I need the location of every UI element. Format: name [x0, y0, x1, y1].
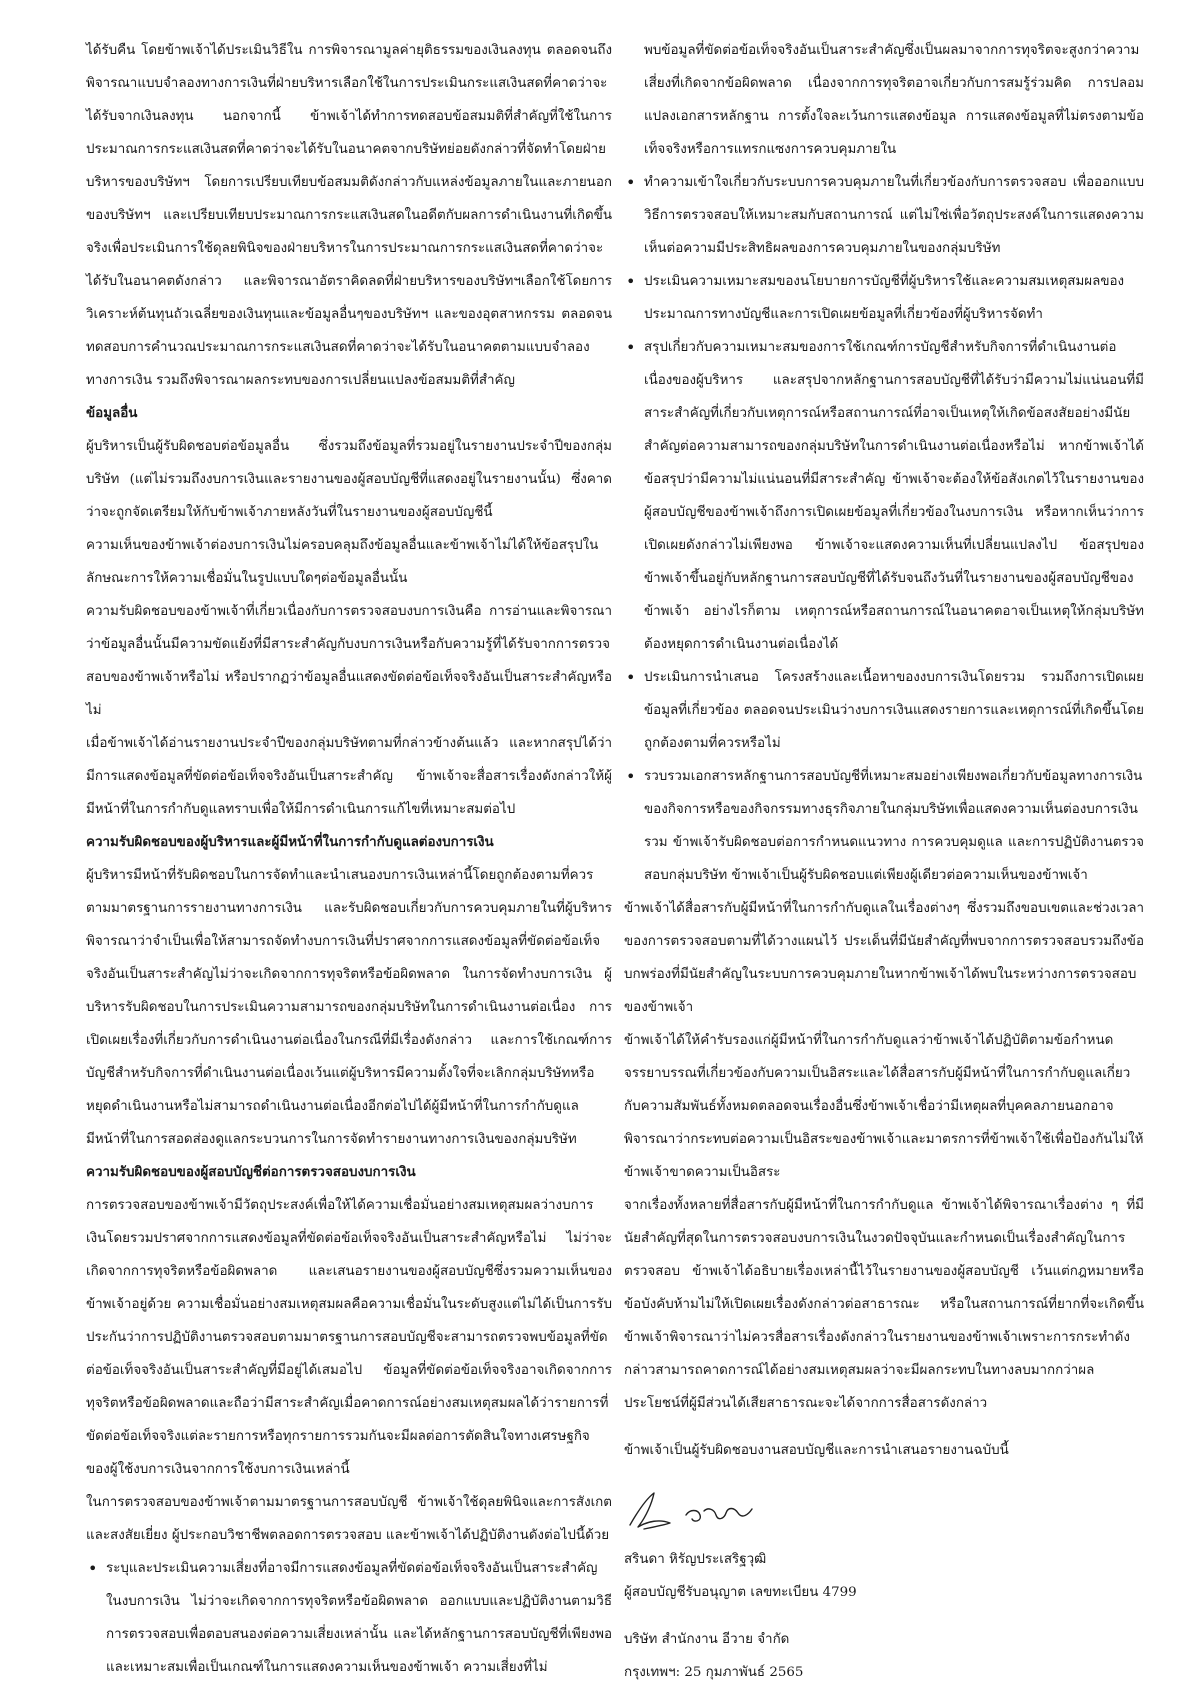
- place-date: กรุงเทพฯ: 25 กุมภาพันธ์ 2565: [624, 1665, 804, 1680]
- paragraph-audit-objective: การตรวจสอบของข้าพเจ้ามีวัตถุประสงค์เพื่อให้ได้ความเชื่อมั่นอย่างสมเหตุสมผลว่างบการเงินโดยรวมปราศจากการแสดงข้อมูลที่ขัดต่อข้อเท็จจริงอันเป็นสาระสำคัญหรือไม่ ไม่ว่าจะเกิดจากการทุจริตหรือข้อผิดพลาด และเสนอรายงานของผู้สอบบัญชีซึ่งรวมความเห็นของข้าพเจ้าอยู่ด้วย ความเชื่อมั่นอย่างสมเหตุสมผลคือความเชื่อมั่นในระดับสูงแต่ไม่ได้เป็นการรับประกันว่าการปฏิบัติงานตรวจสอบตามมาตรฐานการสอบบัญชีจะสามารถตรวจพบข้อมูลที่ขัดต่อข้อเท็จจริงอันเป็นสาระสำคัญที่มีอยู่ได้เสมอไป ข้อมูลที่ขัดต่อข้อเท็จจริงอาจเกิดจากการทุจริตหรือข้อผิดพลาดและถือว่ามีสาระสำคัญเมื่อคาดการณ์อย่างสมเหตุสมผลได้ว่ารายการที่ขัดต่อข้อเท็จจริงแต่ละรายการหรือทุกรายการรวมกันจะมีผลต่อการตัดสินใจทางเศรษฐกิจของผู้ใช้งบการเงินจากการใช้งบการเงินเหล่านี้: [86, 1198, 612, 1477]
- right-column: [624, 34, 1144, 1689]
- signature-image: [624, 1485, 774, 1537]
- procedure-list-right: [624, 166, 1144, 892]
- left-column: [86, 34, 612, 1684]
- list-item: • ประเมินความเหมาะสมของนโยบายการบัญชีที่ผู้บริหารใช้และความสมเหตุสมผลของประมาณการทางบัญชีและการเปิดเผยข้อมูลที่เกี่ยวข้องที่ผู้บริหารจัดทำ: [624, 265, 1144, 331]
- paragraph-governance-communication: ข้าพเจ้าได้สื่อสารกับผู้มีหน้าที่ในการกำกับดูแลในเรื่องต่างๆ ซึ่งรวมถึงขอบเขตและช่วงเวลาของการตรวจสอบตามที่ได้วางแผนไว้ ประเด็นที่มีนัยสำคัญที่พบจากการตรวจสอบรวมถึงข้อบกพร่องที่มีนัยสำคัญในระบบการควบคุมภายในหากข้าพเจ้าได้พบในระหว่างการตรวจสอบของข้าพเจ้า: [624, 901, 1144, 1015]
- heading-management-responsibility: ความรับผิดชอบของผู้บริหารและผู้มีหน้าที่ในการกำกับดูแลต่องบการเงิน: [86, 834, 494, 850]
- paragraph-investment-valuation: ได้รับคืน โดยข้าพเจ้าได้ประเมินวิธีใน การพิจารณามูลค่ายุติธรรมของเงินลงทุน ตลอดจนถึงพิจารณาแบบจำลองทางการเงินที่ฝ่ายบริหารเลือกใช้ในการประเมินกระแสเงินสดที่คาดว่าจะได้รับจากเงินลงทุน นอกจากนี้ ข้าพเจ้าได้ทำการทดสอบข้อสมมติที่สำคัญที่ใช้ในการประมาณการกระแสเงินสดที่คาดว่าจะได้รับในอนาคตจากบริษัทย่อยดังกล่าวที่จัดทำโดยฝ่ายบริหารของบริษัทฯ โดยการเปรียบเทียบข้อสมมติดังกล่าวกับแหล่งข้อมูลภายในและภายนอกของบริษัทฯ และเปรียบเทียบประมาณการกระแสเงินสดในอดีตกับผลการดำเนินงานที่เกิดขึ้นจริงเพื่อประเมินการใช้ดุลยพินิจของฝ่ายบริหารในการประมาณการกระแสเงินสดที่คาดว่าจะได้รับในอนาคตดังกล่าว และพิจารณาอัตราคิดลดที่ฝ่ายบริหารของบริษัทฯเลือกใช้โดยการวิเคราะห์ต้นทุนถัวเฉลี่ยของเงินทุนและข้อมูลอื่นๆของบริษัทฯ และของอุตสาหกรรม ตลอดจนทดสอบการคำนวณประมาณการกระแสเงินสดที่คาดว่าจะได้รับในอนาคตตามแบบจำลองทางการเงิน รวมถึงพิจารณาผลกระทบของการเปลี่ยนแปลงข้อสมมติที่สำคัญ: [86, 43, 612, 388]
- spacer: [624, 1420, 1144, 1434]
- list-item: • ประเมินการนำเสนอ โครงสร้างและเนื้อหาของงบการเงินโดยรวม รวมถึงการเปิดเผยข้อมูลที่เกี่ยวข้อง ตลอดจนประเมินว่างบการเงินแสดงรายการและเหตุการณ์ที่เกิดขึ้นโดยถูกต้องตามที่ควรหรือไม่: [624, 661, 1144, 760]
- heading-auditor-responsibility: ความรับผิดชอบของผู้สอบบัญชีต่อการตรวจสอบงบการเงิน: [86, 1164, 416, 1180]
- heading-other-information: ข้อมูลอื่น: [86, 405, 138, 421]
- firm-name: บริษัท สำนักงาน อีวาย จำกัด: [624, 1632, 790, 1647]
- paragraph-independence: ข้าพเจ้าได้ให้คำรับรองแก่ผู้มีหน้าที่ในการกำกับดูแลว่าข้าพเจ้าได้ปฏิบัติตามข้อกำหนดจรรยาบรรณที่เกี่ยวข้องกับความเป็นอิสระและได้สื่อสารกับผู้มีหน้าที่ในการกำกับดูแลเกี่ยวกับความสัมพันธ์ทั้งหมดตลอดจนเรื่องอื่นซึ่งข้าพเจ้าเชื่อว่ามีเหตุผลที่บุคคลภายนอกอาจพิจารณาว่ากระทบต่อความเป็นอิสระของข้าพเจ้าและมาตรการที่ข้าพเจ้าใช้เพื่อป้องกันไม่ให้ข้าพเจ้าขาดความเป็นอิสระ: [624, 1033, 1144, 1180]
- paragraph-engagement-responsibility: ข้าพเจ้าเป็นผู้รับผิดชอบงานสอบบัญชีและการนำเสนอรายงานฉบับนี้: [624, 1443, 1009, 1458]
- list-item: • สรุปเกี่ยวกับความเหมาะสมของการใช้เกณฑ์การบัญชีสำหรับกิจการที่ดำเนินงานต่อเนื่องของผู้บริหาร และสรุปจากหลักฐานการสอบบัญชีที่ได้รับว่ามีความไม่แน่นอนที่มีสาระสำคัญที่เกี่ยวกับเหตุการณ์หรือสถานการณ์ที่อาจเป็นเหตุให้เกิดข้อสงสัยอย่างมีนัยสำคัญต่อความสามารถของกลุ่มบริษัทในการดำเนินงานต่อเนื่องหรือไม่ หากข้าพเจ้าได้ข้อสรุปว่ามีความไม่แน่นอนที่มีสาระสำคัญ ข้าพเจ้าจะต้องให้ข้อสังเกตไว้ในรายงานของผู้สอบบัญชีของข้าพเจ้าถึงการเปิดเผยข้อมูลที่เกี่ยวข้องในงบการเงิน หรือหากเห็นว่าการเปิดเผยดังกล่าวไม่เพียงพอ ข้าพเจ้าจะแสดงความเห็นที่เปลี่ยนแปลงไป ข้อสรุปของข้าพเจ้าขึ้นอยู่กับหลักฐานการสอบบัญชีที่ได้รับจนถึงวันที่ในรายงานของผู้สอบบัญชีของข้าพเจ้า อย่างไรก็ตาม เหตุการณ์หรือสถานการณ์ในอนาคตอาจเป็นเหตุให้กลุ่มบริษัทต้องหยุดการดำเนินงานต่อเนื่องได้: [624, 331, 1144, 661]
- list-item-continuation: พบข้อมูลที่ขัดต่อข้อเท็จจริงอันเป็นสาระสำคัญซึ่งเป็นผลมาจากการทุจริตจะสูงกว่าความเสี่ยงที่เกิดจากข้อผิดพลาด เนื่องจากการทุจริตอาจเกี่ยวกับการสมรู้ร่วมคิด การปลอมแปลงเอกสารหลักฐาน การตั้งใจละเว้นการแสดงข้อมูล การแสดงข้อมูลที่ไม่ตรงตามข้อเท็จจริงหรือการแทรกแซงการควบคุมภายใน: [644, 43, 1144, 157]
- list-item: • รวบรวมเอกสารหลักฐานการสอบบัญชีที่เหมาะสมอย่างเพียงพอเกี่ยวกับข้อมูลทางการเงินของกิจการหรือของกิจกรรมทางธุรกิจภายในกลุ่มบริษัทเพื่อแสดงความเห็นต่องบการเงินรวม ข้าพเจ้ารับผิดชอบต่อการกำหนดแนวทาง การควบคุมดูแล และการปฏิบัติงานตรวจสอบกลุ่มบริษัท ข้าพเจ้าเป็นผู้รับผิดชอบแต่เพียงผู้เดียวต่อความเห็นของข้าพเจ้า: [624, 760, 1144, 892]
- paragraph-misstatement-communication: เมื่อข้าพเจ้าได้อ่านรายงานประจำปีของกลุ่มบริษัทตามที่กล่าวข้างต้นแล้ว และหากสรุปได้ว่ามีการแสดงข้อมูลที่ขัดต่อข้อเท็จจริงอันเป็นสาระสำคัญ ข้าพเจ้าจะสื่อสารเรื่องดังกล่าวให้ผู้มีหน้าที่ในการกำกับดูแลทราบเพื่อให้มีการดำเนินการแก้ไขที่เหมาะสมต่อไป: [86, 736, 612, 817]
- signer-name: สรินดา หิรัญประเสริฐวุฒิ: [624, 1552, 767, 1567]
- paragraph-management-responsibility: ผู้บริหารมีหน้าที่รับผิดชอบในการจัดทำและนำเสนองบการเงินเหล่านี้โดยถูกต้องตามที่ควรตามมาตรฐานการรายงานทางการเงิน และรับผิดชอบเกี่ยวกับการควบคุมภายในที่ผู้บริหารพิจารณาว่าจำเป็นเพื่อให้สามารถจัดทำงบการเงินที่ปราศจากการแสดงข้อมูลที่ขัดต่อข้อเท็จจริงอันเป็นสาระสำคัญไม่ว่าจะเกิดจากการทุจริตหรือข้อผิดพลาด ในการจัดทำงบการเงิน ผู้บริหารรับผิดชอบในการประเมินความสามารถของกลุ่มบริษัทในการดำเนินงานต่อเนื่อง การเปิดเผยเรื่องที่เกี่ยวกับการดำเนินงานต่อเนื่องในกรณีที่มีเรื่องดังกล่าว และการใช้เกณฑ์การบัญชีสำหรับกิจการที่ดำเนินงานต่อเนื่องเว้นแต่ผู้บริหารมีความตั้งใจที่จะเลิกกลุ่มบริษัทหรือหยุดดำเนินงานหรือไม่สามารถดำเนินงานต่อเนื่องอีกต่อไปได้ผู้มีหน้าที่ในการกำกับดูแลมีหน้าที่ในการสอดส่องดูแลกระบวนการในการจัดทำรายงานทางการเงินของกลุ่มบริษัท: [86, 868, 612, 1147]
- paragraph-key-audit-matters: จากเรื่องทั้งหลายที่สื่อสารกับผู้มีหน้าที่ในการกำกับดูแล ข้าพเจ้าได้พิจารณาเรื่องต่าง ๆ ที่มีนัยสำคัญที่สุดในการตรวจสอบงบการเงินในงวดปัจจุบันและกำหนดเป็นเรื่องสำคัญในการตรวจสอบ ข้าพเจ้าได้อธิบายเรื่องเหล่านี้ไว้ในรายงานของผู้สอบบัญชี เว้นแต่กฎหมายหรือข้อบังคับห้ามไม่ให้เปิดเผยเรื่องดังกล่าวต่อสาธารณะ หรือในสถานการณ์ที่ยากที่จะเกิดขึ้น ข้าพเจ้าพิจารณาว่าไม่ควรสื่อสารเรื่องดังกล่าวในรายงานของข้าพเจ้าเพราะการกระทำดังกล่าวสามารถคาดการณ์ได้อย่างสมเหตุสมผลว่าจะมีผลกระทบในทางลบมากกว่าผลประโยชน์ที่ผู้มีส่วนได้เสียสาธารณะจะได้จากการสื่อสารดังกล่าว: [624, 1198, 1144, 1411]
- paragraph-auditor-reading: ความรับผิดชอบของข้าพเจ้าที่เกี่ยวเนื่องกับการตรวจสอบงบการเงินคือ การอ่านและพิจารณาว่าข้อมูลอื่นนั้นมีความขัดแย้งที่มีสาระสำคัญกับงบการเงินหรือกับความรู้ที่ได้รับจากการตรวจสอบของข้าพเจ้าหรือไม่ หรือปรากฏว่าข้อมูลอื่นแสดงขัดต่อข้อเท็จจริงอันเป็นสาระสำคัญหรือไม่: [86, 604, 612, 718]
- signer-title: ผู้สอบบัญชีรับอนุญาต เลขทะเบียน 4799: [624, 1585, 857, 1600]
- list-item: • ระบุและประเมินความเสี่ยงที่อาจมีการแสดงข้อมูลที่ขัดต่อข้อเท็จจริงอันเป็นสาระสำคัญในงบการเงิน ไม่ว่าจะเกิดจากการทุจริตหรือข้อผิดพลาด ออกแบบและปฏิบัติงานตามวิธีการตรวจสอบเพื่อตอบสนองต่อความเสี่ยงเหล่านั้น และได้หลักฐานการสอบบัญชีที่เพียงพอและเหมาะสมเพื่อเป็นเกณฑ์ในการแสดงความเห็นของข้าพเจ้า ความเสี่ยงที่ไม่: [86, 1552, 612, 1684]
- paragraph-other-info-responsibility: ผู้บริหารเป็นผู้รับผิดชอบต่อข้อมูลอื่น ซึ่งรวมถึงข้อมูลที่รวมอยู่ในรายงานประจำปีของกลุ่มบริษัท (แต่ไม่รวมถึงงบการเงินและรายงานของผู้สอบบัญชีที่แสดงอยู่ในรายงานนั้น) ซึ่งคาดว่าจะถูกจัดเตรียมให้กับข้าพเจ้าภายหลังวันที่ในรายงานของผู้สอบบัญชีนี้: [86, 439, 612, 520]
- spacer: [624, 1609, 1144, 1623]
- procedure-list-left: [86, 1552, 612, 1684]
- paragraph-audit-procedures-intro: ในการตรวจสอบของข้าพเจ้าตามมาตรฐานการสอบบัญชี ข้าพเจ้าใช้ดุลยพินิจและการสังเกตและสงสัยเยี่ยง ผู้ประกอบวิชาชีพตลอดการตรวจสอบ และข้าพเจ้าได้ปฏิบัติงานดังต่อไปนี้ด้วย: [86, 1495, 612, 1543]
- paragraph-opinion-scope: ความเห็นของข้าพเจ้าต่องบการเงินไม่ครอบคลุมถึงข้อมูลอื่นและข้าพเจ้าไม่ได้ให้ข้อสรุปในลักษณะการให้ความเชื่อมั่นในรูปแบบใดๆต่อข้อมูลอื่นนั้น: [86, 538, 599, 586]
- list-item: • ทำความเข้าใจเกี่ยวกับระบบการควบคุมภายในที่เกี่ยวข้องกับการตรวจสอบ เพื่อออกแบบวิธีการตรวจสอบให้เหมาะสมกับสถานการณ์ แต่ไม่ใช่เพื่อวัตถุประสงค์ในการแสดงความเห็นต่อความมีประสิทธิผลของการควบคุมภายในของกลุ่มบริษัท: [624, 166, 1144, 265]
